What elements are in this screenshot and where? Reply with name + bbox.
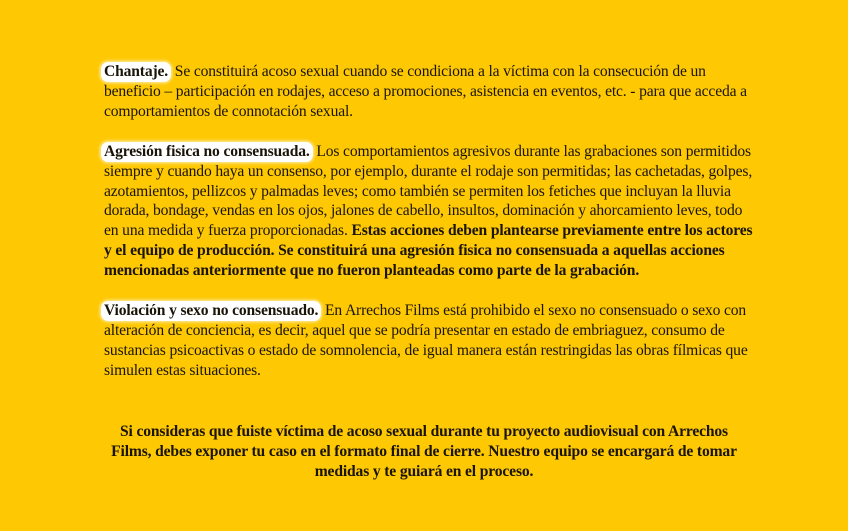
policy-content	[104, 62, 754, 401]
section-chantaje	[104, 62, 754, 122]
closing-statement: Si consideras que fuiste víctima de acoso sexual durante tu proyecto audiovisual con Arrechos Films, debes exponer tu caso en el formato final de cierre. Nuestro equipo se encargará de tomar medidas y te guiará en el proceso.	[111, 423, 737, 480]
section-bold-body-agresion-fisica: Estas acciones deben plantearse previamente entre los actores y el equipo de producción. Se constituirá una agresión fisica no consensuada a aquellas acciones mencionadas anteriormente que no fueron planteadas como parte de la grabación.	[104, 222, 753, 280]
section-agresion-fisica	[104, 142, 754, 281]
section-violacion	[104, 301, 754, 381]
section-body-violacion: En Arrechos Films está prohibido el sexo no consensuado o sexo con alteración de conciencia, es decir, aquel que se podría presentar en estado de embriaguez, consumo de sustancias psicoactivas o estado de somnolencia, de igual manera están restringidas las obras fílmicas que simulen estas situaciones.	[104, 302, 748, 379]
section-title-agresion-fisica: Agresión fisica no consensuada.	[101, 142, 313, 162]
section-title-violacion: Violación y sexo no consensuado.	[101, 301, 321, 321]
section-body-chantaje: Se constituirá acoso sexual cuando se condiciona a la víctima con la consecución de un beneficio – participación en rodajes, acceso a promociones, asistencia en eventos, etc. - para que acceda a comportamientos de connotación sexual.	[104, 63, 747, 120]
section-body-agresion-fisica: Los comportamientos agresivos durante las grabaciones son permitidos siempre y cuando haya un consenso, por ejemplo, durante el rodaje son permitidas; las cachetadas, golpes, azotamientos, pellizcos y palmadas leves; como también se permiten los fetiches que incluyan la lluvia dorada, bondage, vendas en los ojos, jalones de cabello, insultos, dominación y ahorcamiento leves, todo en una medida y fuerza proporcionadas.	[104, 142, 753, 240]
section-title-chantaje: Chantaje.	[101, 62, 171, 82]
